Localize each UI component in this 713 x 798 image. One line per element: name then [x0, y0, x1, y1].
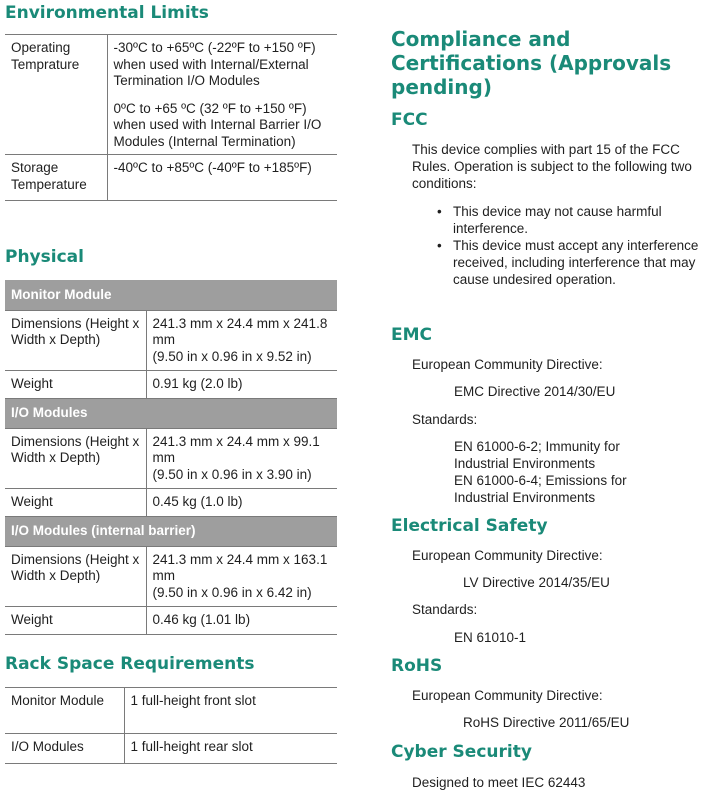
- compliance-title: Compliance and Certifications (Approvals pending): [391, 27, 672, 99]
- dims-label: Dimensions (Height x Width x Depth): [5, 428, 146, 488]
- env-label: Storage Temperature: [5, 155, 107, 201]
- rack-value: 1 full-height rear slot: [124, 734, 337, 764]
- rack-label: Monitor Module: [5, 688, 124, 734]
- rack-value: 1 full-height front slot: [124, 688, 337, 734]
- rack-table: [5, 687, 337, 764]
- table-row: [5, 370, 337, 398]
- rohs-directive: RoHS Directive 2011/65/EU: [463, 715, 630, 730]
- dims-label: Dimensions (Height x Width x Depth): [5, 310, 146, 370]
- physical-table: [5, 280, 337, 635]
- table-row: [5, 734, 337, 764]
- rohs-title: RoHS: [391, 656, 443, 676]
- cyber-title: Cyber Security: [391, 742, 532, 762]
- weight-label: Weight: [5, 370, 146, 398]
- group-header: Monitor Module: [5, 280, 337, 310]
- list-item: • This device may not cause harmful interference.: [391, 203, 709, 237]
- env-value: -40ºC to +85ºC (-40ºF to +185ºF): [107, 155, 337, 201]
- weight-value: 0.91 kg (2.0 lb): [146, 370, 337, 398]
- physical-title: Physical: [5, 247, 84, 267]
- fcc-text: This device complies with part 15 of the FCC Rules. Operation is subject to the following two conditions:: [412, 142, 692, 191]
- table-row: [5, 155, 337, 201]
- dims-value: 241.3 mm x 24.4 mm x 163.1 mm (9.50 in x 0.96 in x 6.42 in): [146, 546, 337, 606]
- group-header: I/O Modules (internal barrier): [5, 516, 337, 546]
- safety-directive-label: European Community Directive:: [412, 548, 603, 563]
- group-header: I/O Modules: [5, 398, 337, 428]
- list-item: • This device must accept any interference received, including interference that may cause undesired operation.: [391, 237, 709, 288]
- safety-standards-label: Standards:: [412, 602, 478, 617]
- emc-directive-label: European Community Directive:: [412, 357, 603, 372]
- dims-label: Dimensions (Height x Width x Depth): [5, 546, 146, 606]
- env-title: Environmental Limits: [5, 3, 209, 23]
- safety-directive: LV Directive 2014/35/EU: [463, 575, 610, 590]
- table-row: [5, 310, 337, 370]
- env-value-1: -30ºC to +65ºC (-22ºF to +150 ºF) when used with Internal/External Termination I/O Modules: [113, 40, 316, 88]
- table-row: [5, 35, 337, 155]
- dims-value: 241.3 mm x 24.4 mm x 241.8 mm (9.50 in x 0.96 in x 9.52 in): [146, 310, 337, 370]
- emc-standards-label: Standards:: [412, 412, 478, 427]
- table-row: [5, 688, 337, 734]
- rack-title: Rack Space Requirements: [5, 654, 255, 674]
- emc-title: EMC: [391, 325, 433, 345]
- env-table: [5, 34, 337, 201]
- table-row: [5, 606, 337, 634]
- weight-value: 0.45 kg (1.0 lb): [146, 488, 337, 516]
- safety-title: Electrical Safety: [391, 516, 548, 536]
- dims-value: 241.3 mm x 24.4 mm x 99.1 mm (9.50 in x 0.96 in x 3.90 in): [146, 428, 337, 488]
- rack-label: I/O Modules: [5, 734, 124, 764]
- weight-value: 0.46 kg (1.01 lb): [146, 606, 337, 634]
- weight-label: Weight: [5, 488, 146, 516]
- table-row: [5, 546, 337, 606]
- emc-standard-2: EN 61000-6-4; Emissions for Industrial Environments: [454, 473, 627, 505]
- rohs-directive-label: European Community Directive:: [412, 688, 603, 703]
- fcc-bullets: [391, 203, 709, 288]
- cyber-text: Designed to meet IEC 62443: [412, 775, 586, 790]
- table-row: [5, 488, 337, 516]
- env-value-2: 0ºC to +65 ºC (32 ºF to +150 ºF) when used with Internal Barrier I/O Modules (Internal Termination): [113, 100, 322, 149]
- emc-standard-1: EN 61000-6-2; Immunity for Industrial Environments: [454, 439, 620, 471]
- emc-directive: EMC Directive 2014/30/EU: [454, 384, 616, 399]
- env-value: [107, 35, 337, 155]
- env-label: Operating Temprature: [5, 35, 107, 155]
- safety-standard: EN 61010-1: [454, 630, 527, 645]
- weight-label: Weight: [5, 606, 146, 634]
- fcc-title: FCC: [391, 110, 428, 130]
- table-row: [5, 428, 337, 488]
